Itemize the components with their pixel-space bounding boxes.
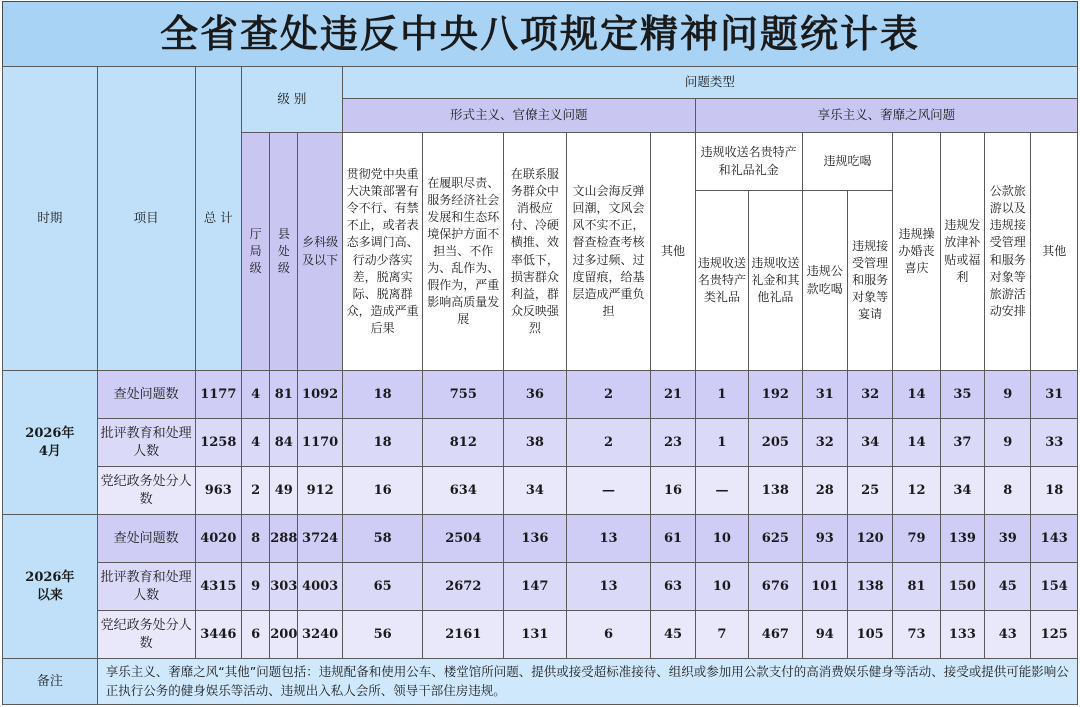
header-problem-type: 问题类型 (342, 67, 1077, 99)
note-row (3, 659, 1078, 705)
period-label: 2026年 以来 (3, 515, 98, 659)
cell-value: 125 (1031, 611, 1078, 659)
cell-value: 81 (270, 371, 298, 419)
cell-value: 1 (695, 419, 748, 467)
header-level-department: 厅局级 (241, 133, 269, 371)
cell-value: 45 (651, 611, 695, 659)
cell-value: 9 (985, 371, 1031, 419)
cell-value: 139 (940, 515, 984, 563)
cell-value: 65 (342, 563, 423, 611)
cell-value: 3724 (298, 515, 342, 563)
header-hedonism-travel: 公款旅游以及违规接受管理和服务对象等旅游活动安排 (985, 133, 1031, 371)
cell-value: 147 (504, 563, 567, 611)
header-hedonism-group: 享乐主义、奢靡之风问题 (695, 99, 1077, 133)
header-level-township: 乡科级及以下 (298, 133, 342, 371)
cell-value: 38 (504, 419, 567, 467)
header-formalism-group: 形式主义、官僚主义问题 (342, 99, 695, 133)
cell-value: 37 (940, 419, 984, 467)
cell-value: 16 (342, 467, 423, 515)
row-item-label: 党纪政务处分人数 (97, 467, 195, 515)
cell-value: 63 (651, 563, 695, 611)
cell-value: 35 (940, 371, 984, 419)
cell-value: 18 (342, 419, 423, 467)
statistics-sheet (2, 1, 1078, 704)
cell-value: 634 (423, 467, 504, 515)
cell-value: 36 (504, 371, 567, 419)
period-label: 2026年 4月 (3, 371, 98, 515)
cell-value: 200 (270, 611, 298, 659)
header-formalism-4: 文山会海反弹回潮，文风会风不实不正，督查检查考核过多过频、过度留痕，给基层造成严重负担 (566, 133, 651, 371)
cell-value: 61 (651, 515, 695, 563)
cell-value: 1 (695, 371, 748, 419)
cell-value: 812 (423, 419, 504, 467)
cell-value: 2504 (423, 515, 504, 563)
cell-value: 8 (985, 467, 1031, 515)
cell-value: 7 (695, 611, 748, 659)
cell-value: 13 (566, 563, 651, 611)
cell-value: 912 (298, 467, 342, 515)
cell-value: 2 (566, 371, 651, 419)
cell-value: 32 (802, 419, 847, 467)
cell-value: 84 (270, 419, 298, 467)
cell-value: 120 (847, 515, 892, 563)
cell-value: 93 (802, 515, 847, 563)
cell-total: 4020 (195, 515, 241, 563)
header-dining-banquet: 违规接受管理和服务对象等宴请 (847, 191, 892, 371)
cell-value: 205 (749, 419, 802, 467)
cell-value: 288 (270, 515, 298, 563)
table-row (3, 515, 1078, 563)
cell-value: 28 (802, 467, 847, 515)
cell-value: 23 (651, 419, 695, 467)
row-item-label: 党纪政务处分人数 (97, 611, 195, 659)
header-total: 总 计 (195, 67, 241, 371)
header-item: 项目 (97, 67, 195, 371)
cell-value: 6 (241, 611, 269, 659)
cell-value: 18 (1031, 467, 1078, 515)
cell-value: 34 (940, 467, 984, 515)
cell-total: 3446 (195, 611, 241, 659)
cell-value: 4003 (298, 563, 342, 611)
cell-value: 1092 (298, 371, 342, 419)
cell-value: 81 (893, 563, 940, 611)
cell-value: 2 (241, 467, 269, 515)
cell-value: 18 (342, 371, 423, 419)
cell-value: 2161 (423, 611, 504, 659)
cell-value: 14 (893, 371, 940, 419)
cell-value: 32 (847, 371, 892, 419)
row-item-label: 查处问题数 (97, 515, 195, 563)
cell-value: 33 (1031, 419, 1078, 467)
cell-value: 2 (566, 419, 651, 467)
cell-value: 138 (847, 563, 892, 611)
header-dining-group: 违规吃喝 (802, 133, 893, 191)
cell-value: 192 (749, 371, 802, 419)
cell-value: 43 (985, 611, 1031, 659)
cell-value: 10 (695, 515, 748, 563)
cell-value: 1170 (298, 419, 342, 467)
cell-value: 12 (893, 467, 940, 515)
table-row (3, 611, 1078, 659)
cell-value: 154 (1031, 563, 1078, 611)
row-item-label: 批评教育和处理人数 (97, 419, 195, 467)
page-title: 全省查处违反中央八项规定精神问题统计表 (2, 1, 1078, 66)
header-level-group: 级 别 (241, 67, 342, 133)
cell-value: 14 (893, 419, 940, 467)
cell-value: 10 (695, 563, 748, 611)
cell-value: 131 (504, 611, 567, 659)
cell-value: 303 (270, 563, 298, 611)
cell-value: 4 (241, 371, 269, 419)
cell-value: 2672 (423, 563, 504, 611)
cell-value: 16 (651, 467, 695, 515)
cell-value: 21 (651, 371, 695, 419)
header-gift-money: 违规收送礼金和其他礼品 (749, 191, 802, 371)
cell-value: 105 (847, 611, 892, 659)
note-text: 享乐主义、奢靡之风“其他”问题包括：违规配备和使用公车、楼堂馆所问题、提供或接受超标准接待、组织或参加用公款支付的高消费娱乐健身等活动、接受或提供可能影响公正执行公务的健身娱乐等活动、违规出入私人会所、领导干部住房违规。 (97, 659, 1077, 705)
cell-value: 467 (749, 611, 802, 659)
cell-value: 94 (802, 611, 847, 659)
cell-value: 34 (504, 467, 567, 515)
cell-value: — (695, 467, 748, 515)
cell-value: 31 (1031, 371, 1078, 419)
header-hedonism-other: 其他 (1031, 133, 1078, 371)
cell-value: 136 (504, 515, 567, 563)
cell-value: 755 (423, 371, 504, 419)
cell-value: 34 (847, 419, 892, 467)
header-period: 时期 (3, 67, 98, 371)
header-gift-specialty: 违规收送名贵特产类礼品 (695, 191, 748, 371)
cell-value: 13 (566, 515, 651, 563)
cell-value: 133 (940, 611, 984, 659)
cell-value: 49 (270, 467, 298, 515)
cell-value: 101 (802, 563, 847, 611)
cell-total: 1258 (195, 419, 241, 467)
cell-value: 31 (802, 371, 847, 419)
cell-value: 39 (985, 515, 1031, 563)
table-row (3, 419, 1078, 467)
table-row (3, 563, 1078, 611)
header-gift-group: 违规收送名贵特产和礼品礼金 (695, 133, 802, 191)
table-row (3, 371, 1078, 419)
header-hedonism-wedding: 违规操办婚丧喜庆 (893, 133, 940, 371)
header-hedonism-allowance: 违规发放津补贴或福利 (940, 133, 984, 371)
cell-value: 9 (241, 563, 269, 611)
cell-value: 79 (893, 515, 940, 563)
header-formalism-2: 在履职尽责、服务经济社会发展和生态环境保护方面不担当、不作为、乱作为、假作为，严重影响高质量发展 (423, 133, 504, 371)
cell-value: 73 (893, 611, 940, 659)
cell-total: 1177 (195, 371, 241, 419)
cell-value: 25 (847, 467, 892, 515)
row-item-label: 查处问题数 (97, 371, 195, 419)
cell-value: 625 (749, 515, 802, 563)
header-formalism-3: 在联系服务群众中消极应付、冷硬横推、效率低下，损害群众利益，群众反映强烈 (504, 133, 567, 371)
cell-value: — (566, 467, 651, 515)
cell-value: 143 (1031, 515, 1078, 563)
note-label: 备注 (3, 659, 98, 705)
cell-total: 963 (195, 467, 241, 515)
cell-value: 138 (749, 467, 802, 515)
cell-value: 4 (241, 419, 269, 467)
header-formalism-other: 其他 (651, 133, 695, 371)
cell-value: 676 (749, 563, 802, 611)
cell-value: 45 (985, 563, 1031, 611)
statistics-table (2, 66, 1078, 705)
cell-value: 9 (985, 419, 1031, 467)
row-item-label: 批评教育和处理人数 (97, 563, 195, 611)
cell-value: 8 (241, 515, 269, 563)
cell-value: 56 (342, 611, 423, 659)
header-level-county: 县处级 (270, 133, 298, 371)
cell-value: 150 (940, 563, 984, 611)
header-formalism-1: 贯彻党中央重大决策部署有令不行、有禁不止，或者表态多调门高、行动少落实差，脱离实际、脱离群众，造成严重后果 (342, 133, 423, 371)
cell-total: 4315 (195, 563, 241, 611)
table-row (3, 467, 1078, 515)
header-dining-public: 违规公款吃喝 (802, 191, 847, 371)
cell-value: 6 (566, 611, 651, 659)
cell-value: 58 (342, 515, 423, 563)
cell-value: 3240 (298, 611, 342, 659)
